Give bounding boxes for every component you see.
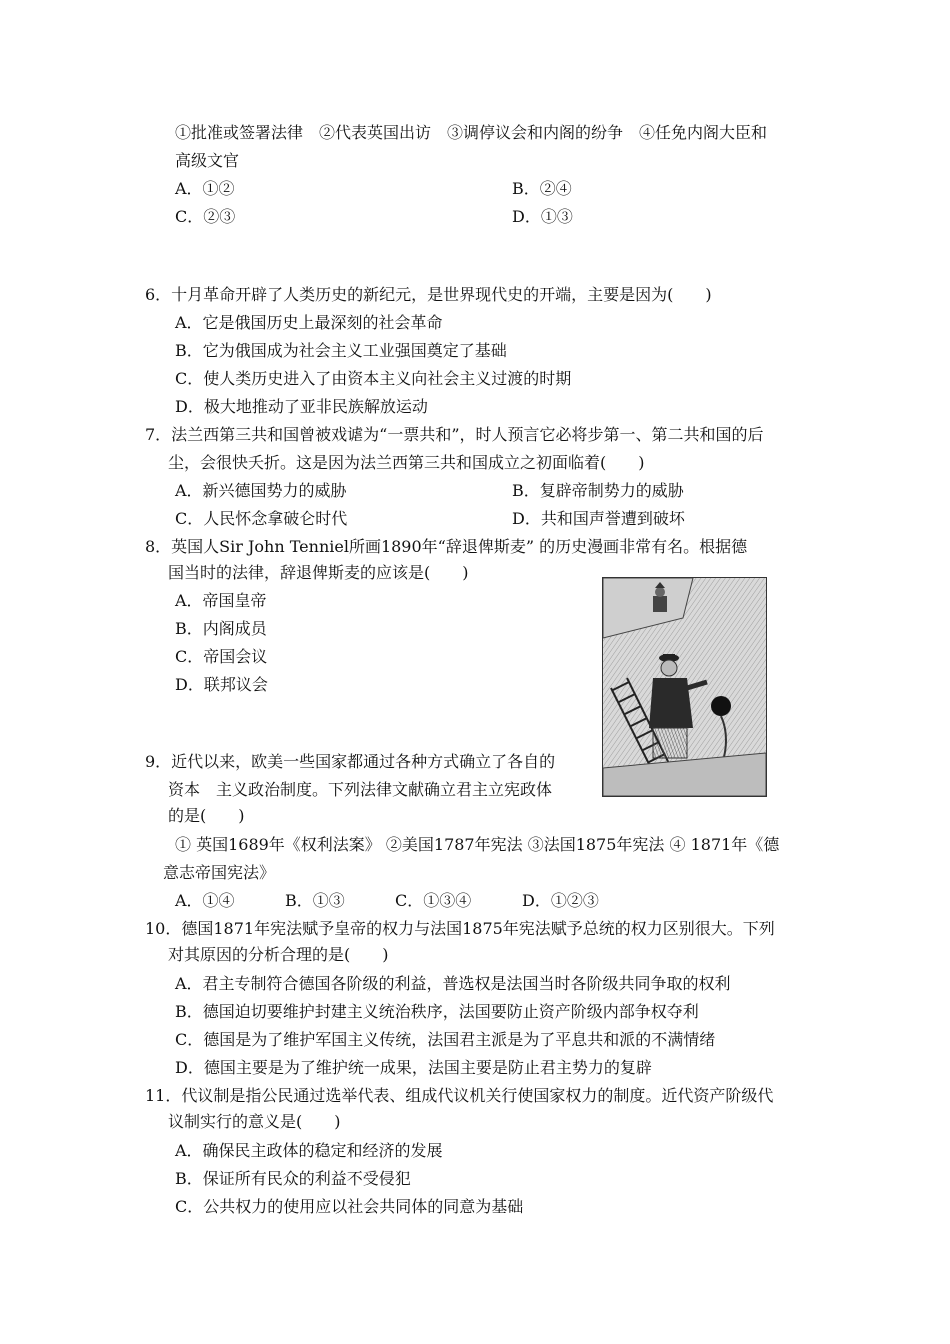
q11-option-b: B．保证所有民众的利益不受侵犯 <box>175 1169 411 1188</box>
q6-option-d: D．极大地推动了亚非民族解放运动 <box>175 397 428 416</box>
q5-option-c: C．②③ <box>175 207 236 226</box>
q7-stem-line-1: 7．法兰西第三共和国曾被戏谑为“一票共和”，时人预言它必将步第一、第二共和国的后 <box>145 425 764 444</box>
q11-stem-line-2: 议制实行的意义是( ) <box>168 1112 341 1131</box>
q7-option-b: B．复辟帝制势力的威胁 <box>512 481 684 500</box>
q5-stem-line-1: ①批准或签署法律 ②代表英国出访 ③调停议会和内阁的纷争 ④任免内阁大臣和 <box>175 123 768 142</box>
q8-stem-line-1: 8．英国人Sir John Tenniel所画1890年“辞退俾斯麦” 的历史漫画非常有名。根据德 <box>145 537 748 556</box>
q6-option-a: A．它是俄国历史上最深刻的社会革命 <box>175 313 443 332</box>
q9-option-d: D．①②③ <box>522 891 599 910</box>
q10-option-b: B．德国迫切要维护封建主义统治秩序，法国要防止资产阶级内部争权夺利 <box>175 1002 699 1021</box>
q6-stem: 6．十月革命开辟了人类历史的新纪元，是世界现代史的开端，主要是因为( ) <box>145 285 712 304</box>
q8-option-c: C．帝国会议 <box>175 647 268 666</box>
q10-option-c: C．德国是为了维护军国主义传统，法国君主派是为了平息共和派的不满情绪 <box>175 1030 716 1049</box>
q7-option-c: C．人民怀念拿破仑时代 <box>175 509 348 528</box>
q11-stem-line-1: 11．代议制是指公民通过选举代表、组成代议机关行使国家权力的制度。近代资产阶级代 <box>145 1086 774 1105</box>
q9-option-b: B．①③ <box>285 891 345 910</box>
q5-option-a: A．①② <box>175 179 235 198</box>
q9-items-line-1: ① 英国1689年《权利法案》 ②美国1787年宪法 ③法国1875年宪法 ④ 1871年《德 <box>175 835 780 854</box>
q6-option-c: C．使人类历史进入了由资本主义向社会主义过渡的时期 <box>175 369 572 388</box>
cartoon-illustration <box>602 577 767 797</box>
q6-option-b: B．它为俄国成为社会主义工业强国奠定了基础 <box>175 341 507 360</box>
q5-stem-line-2: 高级文官 <box>175 151 240 170</box>
q7-option-d: D．共和国声誉遭到破坏 <box>512 509 685 528</box>
q9-items-line-2: 意志帝国宪法》 <box>163 863 276 882</box>
q7-option-a: A．新兴德国势力的威胁 <box>175 481 347 500</box>
q5-option-d: D．①③ <box>512 207 573 226</box>
q9-stem-line-3: 的是( ) <box>168 806 245 825</box>
q10-option-a: A．君主专制符合德国各阶级的利益，普选权是法国当时各阶级共同争取的权利 <box>175 974 731 993</box>
q11-option-c: C．公共权力的使用应以社会共同体的同意为基础 <box>175 1197 524 1216</box>
q7-stem-line-2: 尘，会很快夭折。这是因为法兰西第三共和国成立之初面临着( ) <box>168 453 645 472</box>
q5-option-b: B．②④ <box>512 179 572 198</box>
q9-option-c: C．①③④ <box>395 891 472 910</box>
q9-stem-line-1: 9．近代以来，欧美一些国家都通过各种方式确立了各自的 <box>145 752 556 771</box>
q8-stem-line-2: 国当时的法律，辞退俾斯麦的应该是( ) <box>168 563 469 582</box>
q8-option-a: A．帝国皇帝 <box>175 591 267 610</box>
q9-stem-line-2: 资本 主义政治制度。下列法律文献确立君主立宪政体 <box>168 780 553 799</box>
q10-stem-line-1: 10．德国1871年宪法赋予皇帝的权力与法国1875年宪法赋予总统的权力区别很大。下列 <box>145 919 775 938</box>
q9-option-a: A．①④ <box>175 891 235 910</box>
q8-option-d: D．联邦议会 <box>175 675 268 694</box>
q10-stem-line-2: 对其原因的分析合理的是( ) <box>168 945 389 964</box>
q11-option-a: A．确保民主政体的稳定和经济的发展 <box>175 1141 443 1160</box>
q10-option-d: D．德国主要是为了维护统一成果，法国主要是防止君主势力的复辟 <box>175 1058 652 1077</box>
q8-option-b: B．内阁成员 <box>175 619 267 638</box>
